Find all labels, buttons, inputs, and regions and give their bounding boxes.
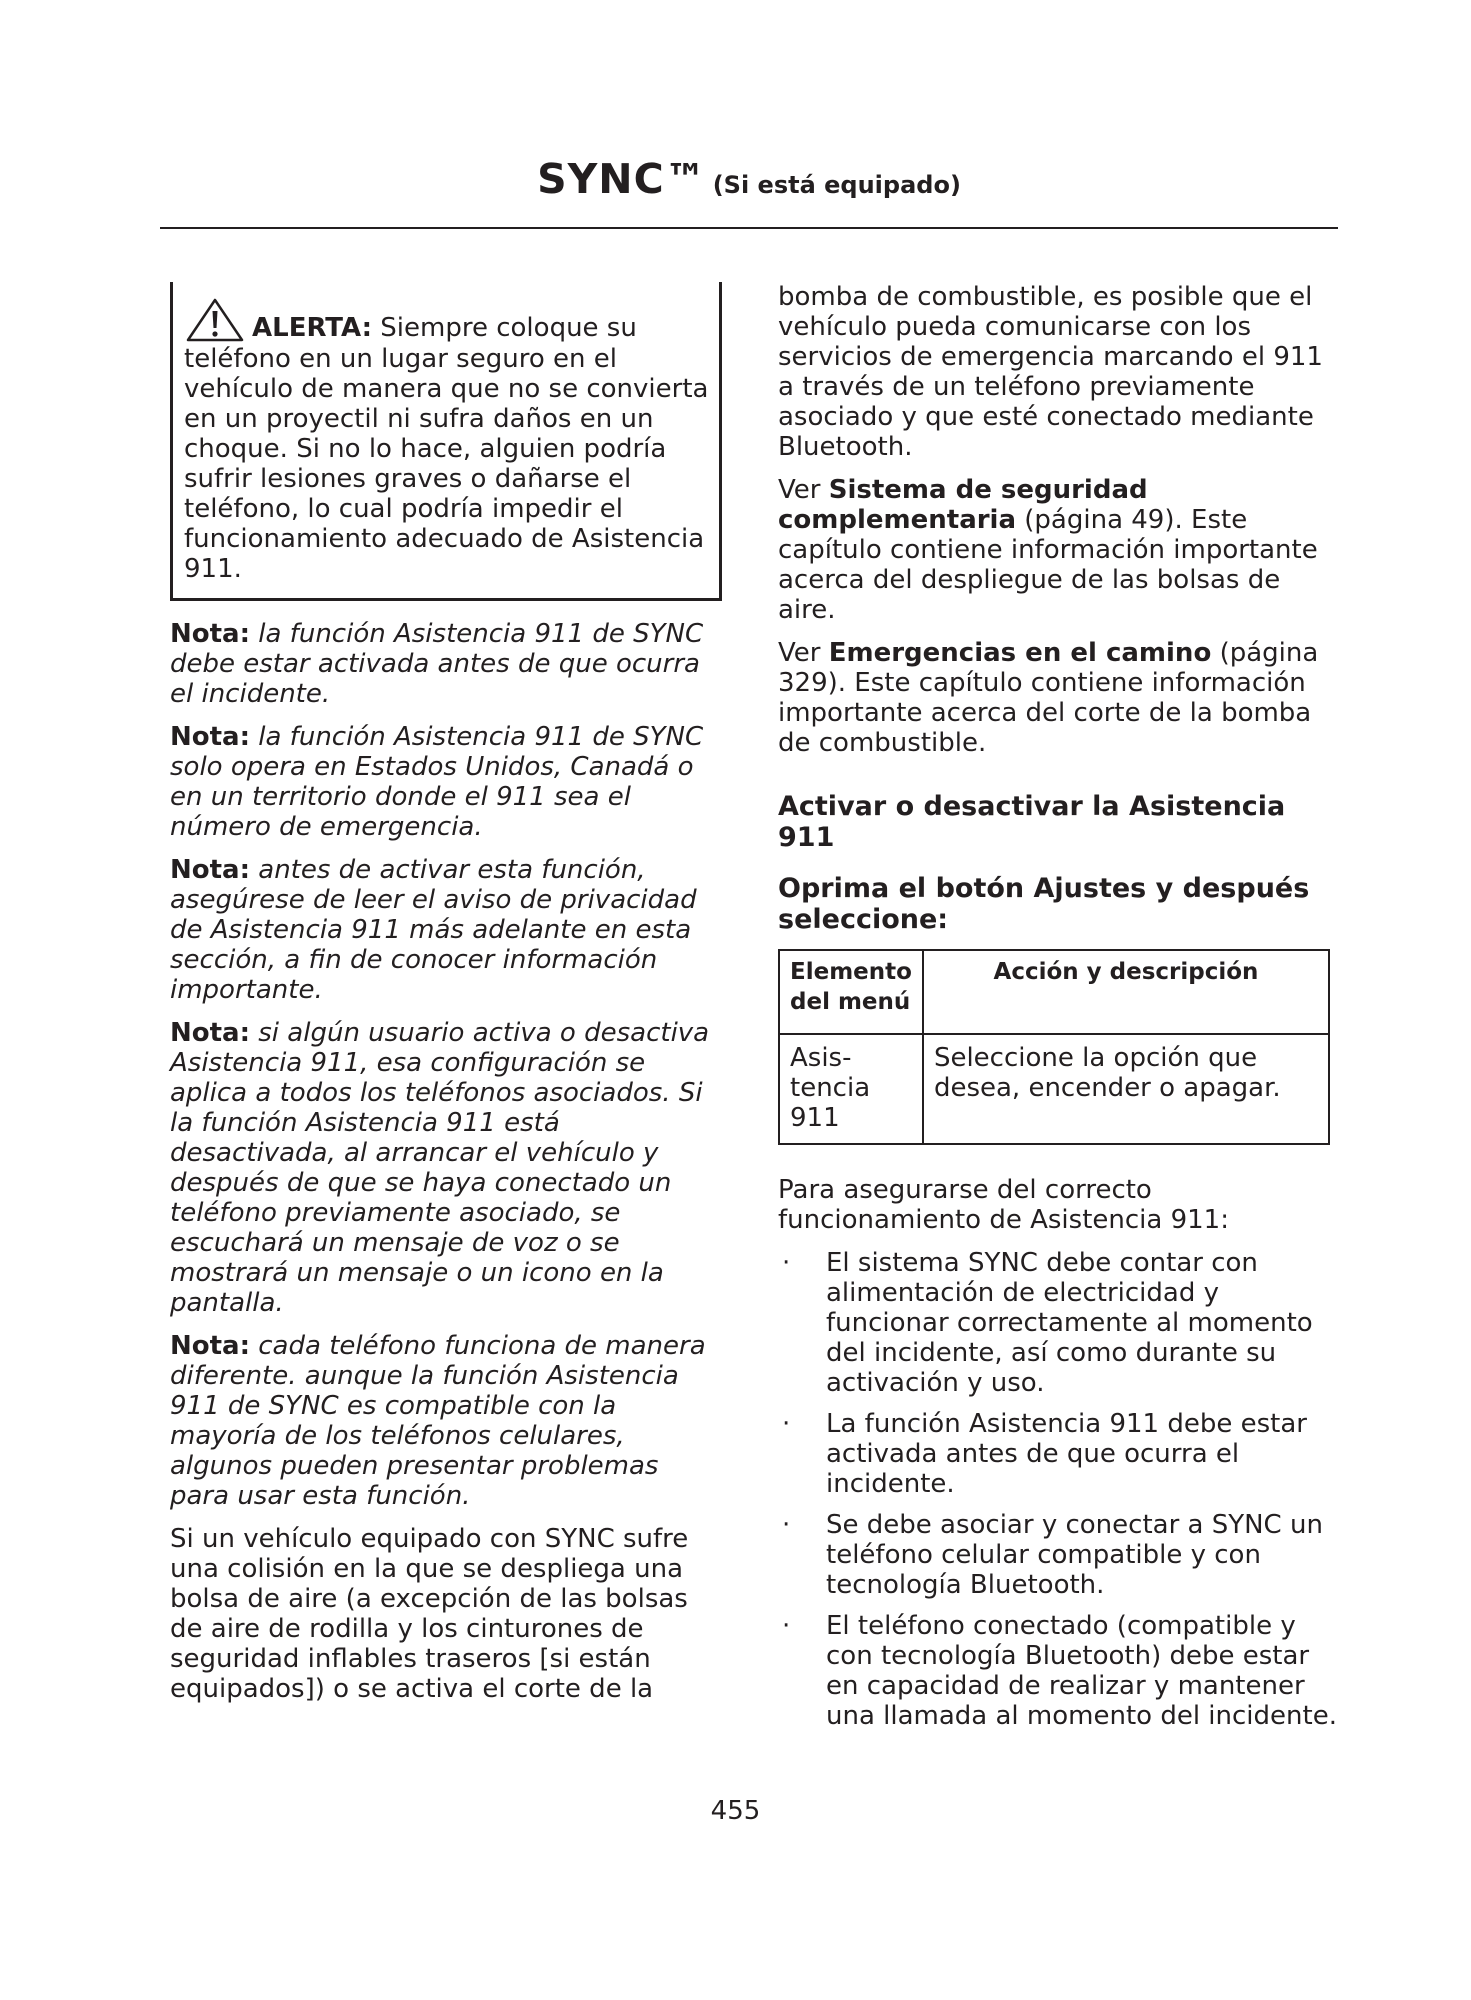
reference-supplemental-restraint — [778, 475, 1338, 625]
requirements-intro: Para asegurarse del correcto funcionamiento de Asistencia 911: — [778, 1175, 1229, 1235]
section-heading: Activar o desactivar la Asistencia 911 — [778, 791, 1286, 853]
reference-prefix: Ver — [778, 638, 829, 668]
list-item — [778, 1510, 1338, 1600]
table-header-row — [779, 950, 1329, 1034]
page-number: 455 — [710, 1796, 761, 1826]
note-label: Nota: — [170, 1018, 250, 1048]
reference-prefix: Ver — [778, 475, 829, 505]
bullet-icon: · — [782, 1248, 791, 1278]
requirements-list — [778, 1248, 1338, 1731]
note-label: Nota: — [170, 855, 250, 885]
warning-triangle-icon — [184, 296, 246, 344]
alert-box — [170, 282, 722, 601]
list-item — [778, 1248, 1338, 1398]
list-item-text: El sistema SYNC debe contar con alimentación de electricidad y funcionar correctamente al momento del incidente, así como durante su activación y uso. — [826, 1248, 1313, 1398]
list-item-text: Se debe asociar y conectar a SYNC un teléfono celular compatible y con tecnología Bluetooth. — [826, 1510, 1323, 1600]
note-label: Nota: — [170, 1331, 250, 1361]
reference-link-emergencies: Emergencias en el camino — [828, 638, 1212, 668]
reference-roadside-emergencies — [778, 638, 1338, 758]
collision-paragraph-start: Si un vehículo equipado con SYNC sufre una colisión en la que se despliega una bolsa de aire (a excepción de las bolsas de aire de rodilla y los cinturones de seguridad inflables traseros [si están equipados]) o se activa el corte de la — [170, 1524, 689, 1704]
note-2 — [170, 722, 722, 842]
list-item-text: La función Asistencia 911 debe estar activada antes de que ocurra el incidente. — [826, 1409, 1307, 1499]
list-item-text: El teléfono conectado (compatible y con tecnología Bluetooth) debe estar en capacidad de realizar y mantener una llamada al momento del incidente. — [826, 1611, 1337, 1731]
table-header-action: Acción y descripción — [923, 950, 1329, 1034]
page-header — [160, 155, 1338, 203]
table-cell-item: Asis-tencia 911 — [779, 1034, 923, 1144]
note-4 — [170, 1018, 722, 1318]
list-item — [778, 1409, 1338, 1499]
left-column — [170, 282, 722, 1717]
note-body: antes de activar esta función, asegúrese de leer el aviso de privacidad de Asistencia 911 más adelante en esta sección, a fin de conocer información importante. — [170, 855, 697, 1005]
list-item — [778, 1611, 1338, 1731]
table-cell-action: Seleccione la opción que desea, encender o apagar. — [923, 1034, 1329, 1144]
collision-paragraph-end: bomba de combustible, es posible que el vehículo pueda comunicarse con los servicios de emergencia marcando el 911 a través de un teléfono previamente asociado y que esté conectado mediante Bluetooth. — [778, 282, 1323, 462]
table-header-item: Elemento del menú — [779, 950, 923, 1034]
note-body: la función Asistencia 911 de SYNC solo opera en Estados Unidos, Canadá o en un territorio donde el 911 sea el número de emergencia. — [170, 722, 704, 842]
page-subtitle: (Si está equipado) — [712, 171, 961, 199]
note-1 — [170, 619, 722, 709]
bullet-icon: · — [782, 1611, 791, 1641]
note-body: cada teléfono funciona de manera diferente. aunque la función Asistencia 911 de SYNC es compatible con la mayoría de los teléfonos celulares, algunos pueden presentar problemas para usar esta función. — [170, 1331, 706, 1511]
bullet-icon: · — [782, 1409, 791, 1439]
note-3 — [170, 855, 722, 1005]
alert-paragraph — [184, 296, 709, 584]
table-row — [779, 1034, 1329, 1144]
reference-link-srs: Sistema de seguridad complementaria — [778, 475, 1148, 535]
right-column — [778, 282, 1338, 1742]
bullet-icon: · — [782, 1510, 791, 1540]
page-title: SYNC™ — [537, 155, 707, 203]
reference-suffix: (página 49). Este capítulo contiene información importante acerca del despliegue de las bolsas de aire. — [778, 505, 1318, 625]
note-label: Nota: — [170, 722, 250, 752]
note-5 — [170, 1331, 722, 1511]
note-label: Nota: — [170, 619, 250, 649]
header-divider — [160, 227, 1338, 229]
note-body: la función Asistencia 911 de SYNC debe estar activada antes de que ocurra el incidente. — [170, 619, 704, 709]
note-body: si algún usuario activa o desactiva Asistencia 911, esa configuración se aplica a todos los teléfonos asociados. Si la función Asistencia 911 está desactivada, al arrancar el vehículo y después de que se haya conectado un teléfono previamente asociado, se escuchará un mensaje de voz o se mostrará un mensaje o un icono en la pantalla. — [170, 1018, 710, 1318]
alert-text: Siempre coloque su teléfono en un lugar seguro en el vehículo de manera que no se convierta en un proyectil ni sufra daños en un choque. Si no lo hace, alguien podría sufrir lesiones graves o dañarse el teléfono, lo cual podría impedir el funcionamiento adecuado de Asistencia 911. — [184, 313, 709, 584]
reference-suffix: (página 329). Este capítulo contiene información importante acerca del corte de la bomba de combustible. — [778, 638, 1319, 758]
alert-label: ALERTA: — [252, 313, 373, 343]
instruction-heading: Oprima el botón Ajustes y después seleccione: — [778, 873, 1310, 935]
menu-table — [778, 949, 1330, 1145]
